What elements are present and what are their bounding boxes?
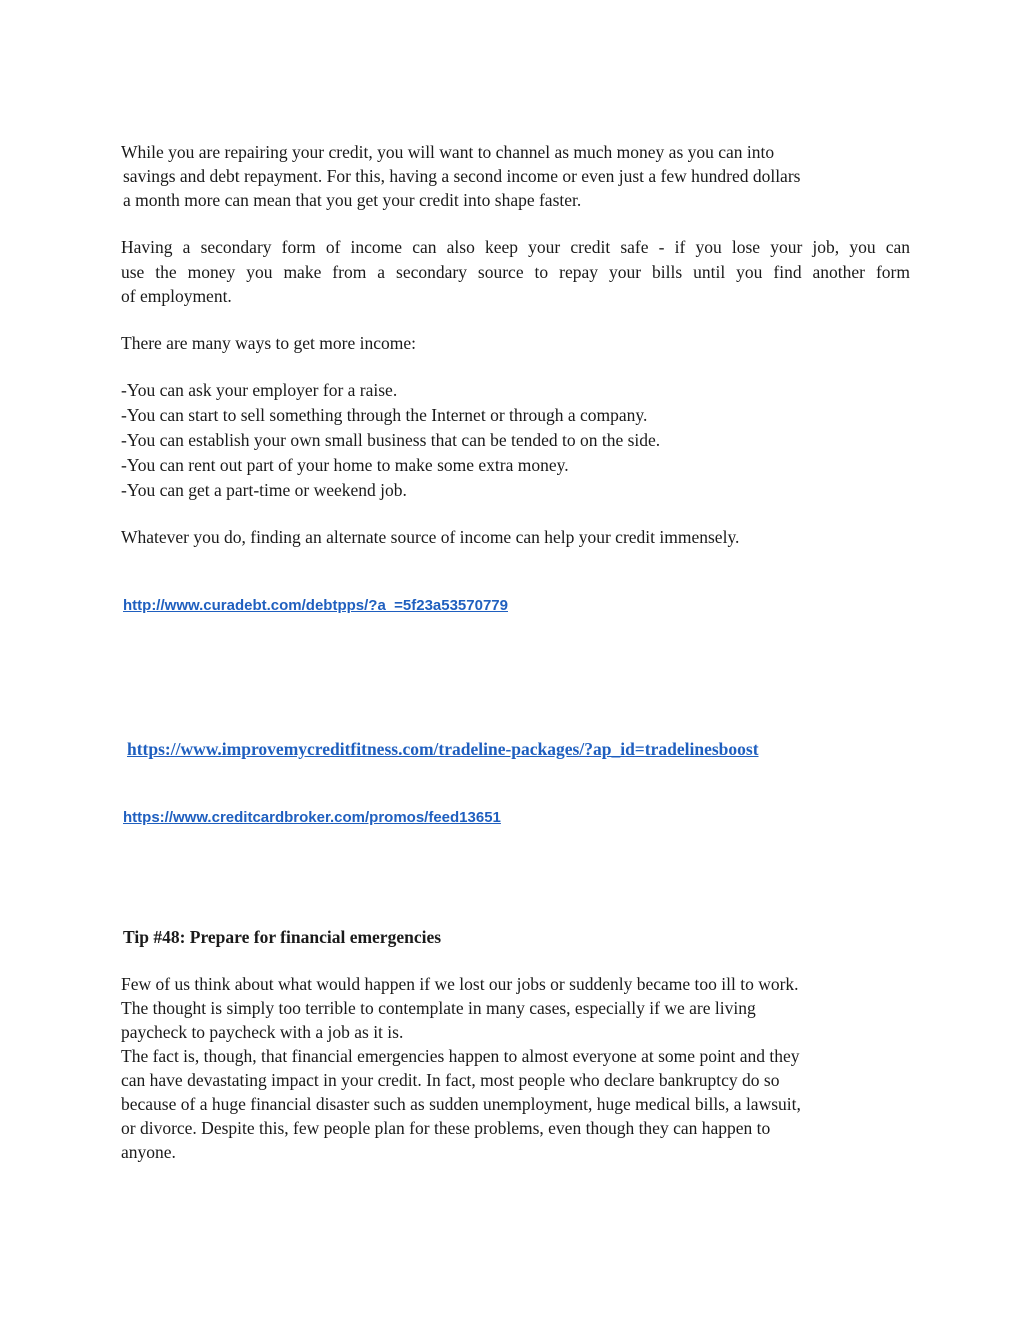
paragraph-3-line-1: Few of us think about what would happen if we lost our jobs or suddenly became too ill to work. [121, 974, 799, 994]
tip-heading: Tip #48: Prepare for financial emergencies [123, 927, 442, 947]
paragraph-3-line-7: or divorce. Despite this, few people plan for these problems, even though they can happen to [121, 1118, 771, 1138]
list-item: -You can establish your own small business that can be tended to on the side. [121, 430, 661, 450]
paragraph-3-line-6: because of a huge financial disaster such as sudden unemployment, huge medical bills, a lawsuit, [121, 1094, 801, 1114]
tradeline-link[interactable]: https://www.improvemycreditfitness.com/tradeline-packages/?ap_id=tradelinesboost [127, 739, 759, 759]
curadebt-link[interactable]: http://www.curadebt.com/debtpps/?a_=5f23a53570779 [123, 597, 508, 614]
paragraph-1-line-2: savings and debt repayment. For this, having a second income or even just a few hundred dollars [123, 166, 801, 186]
list-item: -You can ask your employer for a raise. [121, 380, 398, 400]
conclusion-text: Whatever you do, finding an alternate source of income can help your credit immensely. [121, 527, 740, 547]
paragraph-2-line-1: Having a secondary form of income can also keep your credit safe - if you lose your job, you can [121, 237, 910, 257]
creditcardbroker-link[interactable]: https://www.creditcardbroker.com/promos/feed13651 [123, 809, 501, 826]
paragraph-1-line-3: a month more can mean that you get your credit into shape faster. [123, 190, 582, 210]
paragraph-2-line-3: of employment. [121, 286, 232, 306]
list-item: -You can get a part-time or weekend job. [121, 480, 407, 500]
paragraph-3-line-5: can have devastating impact in your credit. In fact, most people who declare bankruptcy do so [121, 1070, 780, 1090]
paragraph-3-line-2: The thought is simply too terrible to contemplate in many cases, especially if we are living [121, 998, 756, 1018]
paragraph-3-line-4: The fact is, though, that financial emergencies happen to almost everyone at some point and they [121, 1046, 800, 1066]
paragraph-3-line-3: paycheck to paycheck with a job as it is. [121, 1022, 404, 1042]
list-item: -You can rent out part of your home to make some extra money. [121, 455, 569, 475]
paragraph-2-line-2: use the money you make from a secondary source to repay your bills until you find another form [121, 262, 910, 282]
paragraph-1-line-1: While you are repairing your credit, you will want to channel as much money as you can into [121, 142, 775, 162]
paragraph-3-line-8: anyone. [121, 1142, 176, 1162]
income-intro: There are many ways to get more income: [121, 333, 416, 353]
list-item: -You can start to sell something through the Internet or through a company. [121, 405, 648, 425]
